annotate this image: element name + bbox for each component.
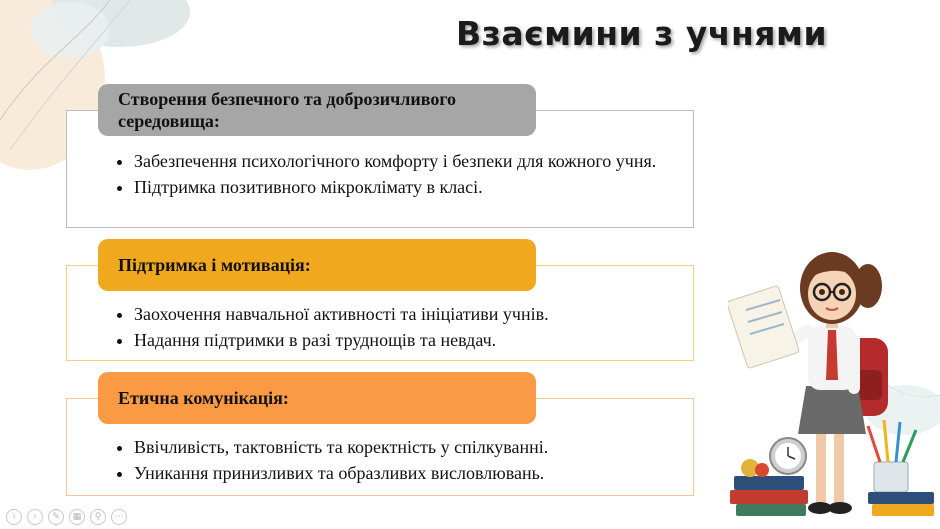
bullet-item: • Заохочення навчальної активності та ініціативи учнів.	[134, 303, 694, 325]
presentation-controls	[6, 509, 127, 525]
bullet-item: • Забезпечення психологічного комфорту і безпеки для кожного учня.	[134, 150, 694, 172]
section-heading: Етична комунікація:	[98, 372, 536, 424]
bullet-list	[98, 303, 694, 355]
section-heading: Підтримка і мотивація:	[98, 239, 536, 291]
bullet-list	[98, 150, 694, 202]
section-heading: Створення безпечного та доброзичливого середовища:	[98, 84, 536, 136]
next-icon[interactable]: ›	[27, 509, 43, 525]
teacher-illustration	[728, 230, 938, 525]
bullet-item: • Підтримка позитивного мікроклімату в класі.	[134, 176, 694, 198]
slides-icon[interactable]: ▦	[69, 509, 85, 525]
bullet-item: • Ввічливість, тактовність та коректність у спілкуванні.	[134, 436, 694, 458]
bullet-item: • Уникання принизливих та образливих висловлювань.	[134, 462, 694, 484]
more-icon[interactable]: ⋯	[111, 509, 127, 525]
bullet-list	[98, 436, 694, 488]
zoom-icon[interactable]: ⚲	[90, 509, 106, 525]
pen-icon[interactable]: ✎	[48, 509, 64, 525]
slide-title: Взаємини з учнями	[456, 14, 828, 53]
bullet-item: • Надання підтримки в разі труднощів та невдач.	[134, 329, 694, 351]
previous-icon[interactable]: ‹	[6, 509, 22, 525]
